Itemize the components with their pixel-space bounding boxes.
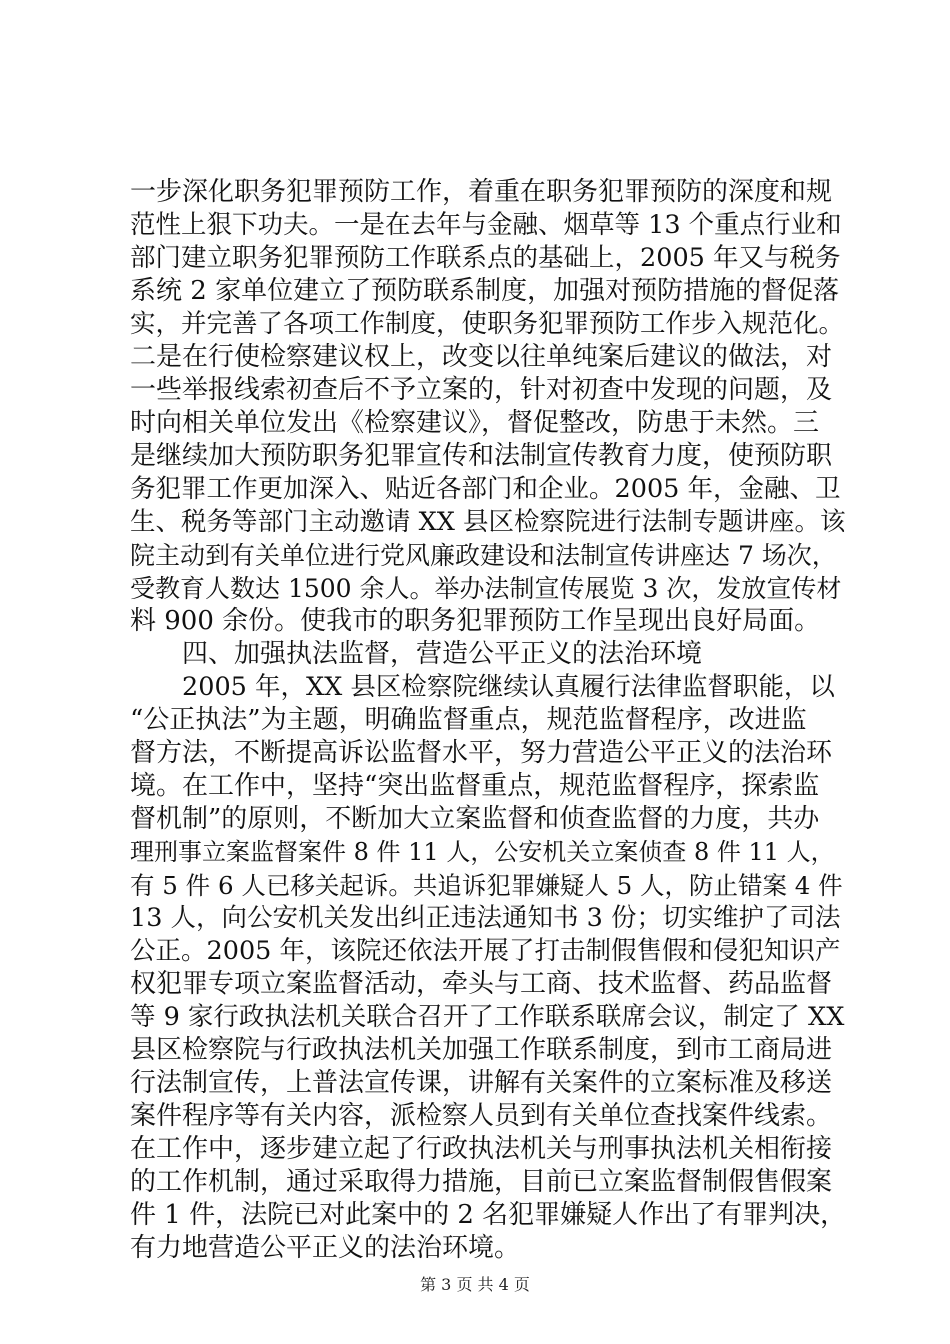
- text-line: 系统 2 家单位建立了预防联系制度，加强对预防措施的督促落: [130, 276, 840, 306]
- page-footer: [0, 1272, 950, 1295]
- text-line: 有 5 件 6 人已移关起诉。共追诉犯罪嫌疑人 5 人，防止错案 4 件: [130, 871, 843, 900]
- text-line: 的工作机制，通过采取得力措施，目前已立案监督制假售假案: [130, 1167, 833, 1197]
- text-line: 务犯罪工作更加深入、贴近各部门和企业。2005 年，金融、卫: [130, 474, 841, 504]
- text-line: 一些举报线索初查后不予立案的，针对初查中发现的问题，及: [130, 375, 833, 405]
- section-heading: 四、加强执法监督，营造公平正义的法治环境: [182, 639, 703, 669]
- text-line: 件 1 件，法院已对此案中的 2 名犯罪嫌疑人作出了有罪判决，: [130, 1200, 847, 1230]
- text-line: “公正执法”为主题，明确监督重点，规范监督程序，改进监: [130, 705, 807, 735]
- text-line: 料 900 余份。使我市的职务犯罪预防工作呈现出良好局面。: [130, 606, 821, 636]
- text-line: 时向相关单位发出《检察建议》，督促整改，防患于未然。三: [130, 408, 820, 438]
- text-line: 院主动到有关单位进行党风廉政建设和法制宣传讲座达 7 场次，: [130, 541, 837, 570]
- text-line: 2005 年，XX 县区检察院继续认真履行法律监督职能，以: [182, 672, 835, 702]
- text-line: 有力地营造公平正义的法治环境。: [130, 1233, 521, 1263]
- text-line: 13 人，向公安机关发出纠正违法通知书 3 份；切实维护了司法: [130, 903, 841, 933]
- text-line: 等 9 家行政执法机关联合召开了工作联系联席会议，制定了 XX: [130, 1002, 845, 1032]
- text-line: 境。在工作中，坚持“突出监督重点，规范监督程序，探索监: [130, 771, 820, 801]
- text-line: 案件程序等有关内容，派检察人员到有关单位查找案件线索。: [130, 1101, 833, 1131]
- text-line: 公正。2005 年，该院还依法开展了打击制假售假和侵犯知识产: [130, 936, 841, 966]
- text-line: 是继续加大预防职务犯罪宣传和法制宣传教育力度，使预防职: [130, 441, 833, 471]
- text-line: 行法制宣传，上普法宣传课，讲解有关案件的立案标准及移送: [130, 1068, 833, 1098]
- text-line: 督机制”的原则，不断加大立案监督和侦查监督的力度，共办: [130, 804, 820, 834]
- text-line: 在工作中，逐步建立起了行政执法机关与刑事执法机关相衔接: [130, 1134, 833, 1164]
- text-line: 生、税务等部门主动邀请 XX 县区检察院进行法制专题讲座。该: [130, 507, 846, 537]
- text-line: 受教育人数达 1500 余人。举办法制宣传展览 3 次，发放宣传材: [130, 574, 842, 603]
- text-line: 二是在行使检察建议权上，改变以往单纯案后建议的做法，对: [130, 342, 833, 372]
- document-body: [130, 176, 846, 1265]
- text-line: 权犯罪专项立案监督活动，牵头与工商、技术监督、药品监督: [130, 969, 833, 999]
- text-line: 县区检察院与行政执法机关加强工作联系制度，到市工商局进: [130, 1035, 833, 1065]
- text-line: 督方法，不断提高诉讼监督水平，努力营造公平正义的法治环: [130, 738, 833, 768]
- text-line: 实，并完善了各项工作制度，使职务犯罪预防工作步入规范化。: [130, 309, 845, 339]
- text-line: 部门建立职务犯罪预防工作联系点的基础上，2005 年又与税务: [130, 243, 841, 273]
- text-line: 理刑事立案监督案件 8 件 11 人，公安机关立案侦查 8 件 11 人，: [130, 838, 835, 866]
- page-number: 第 3 页 共 4 页: [420, 1275, 530, 1294]
- text-line: 范性上狠下功夫。一是在去年与金融、烟草等 13 个重点行业和: [130, 210, 842, 240]
- text-line: 一步深化职务犯罪预防工作，着重在职务犯罪预防的深度和规: [130, 177, 833, 207]
